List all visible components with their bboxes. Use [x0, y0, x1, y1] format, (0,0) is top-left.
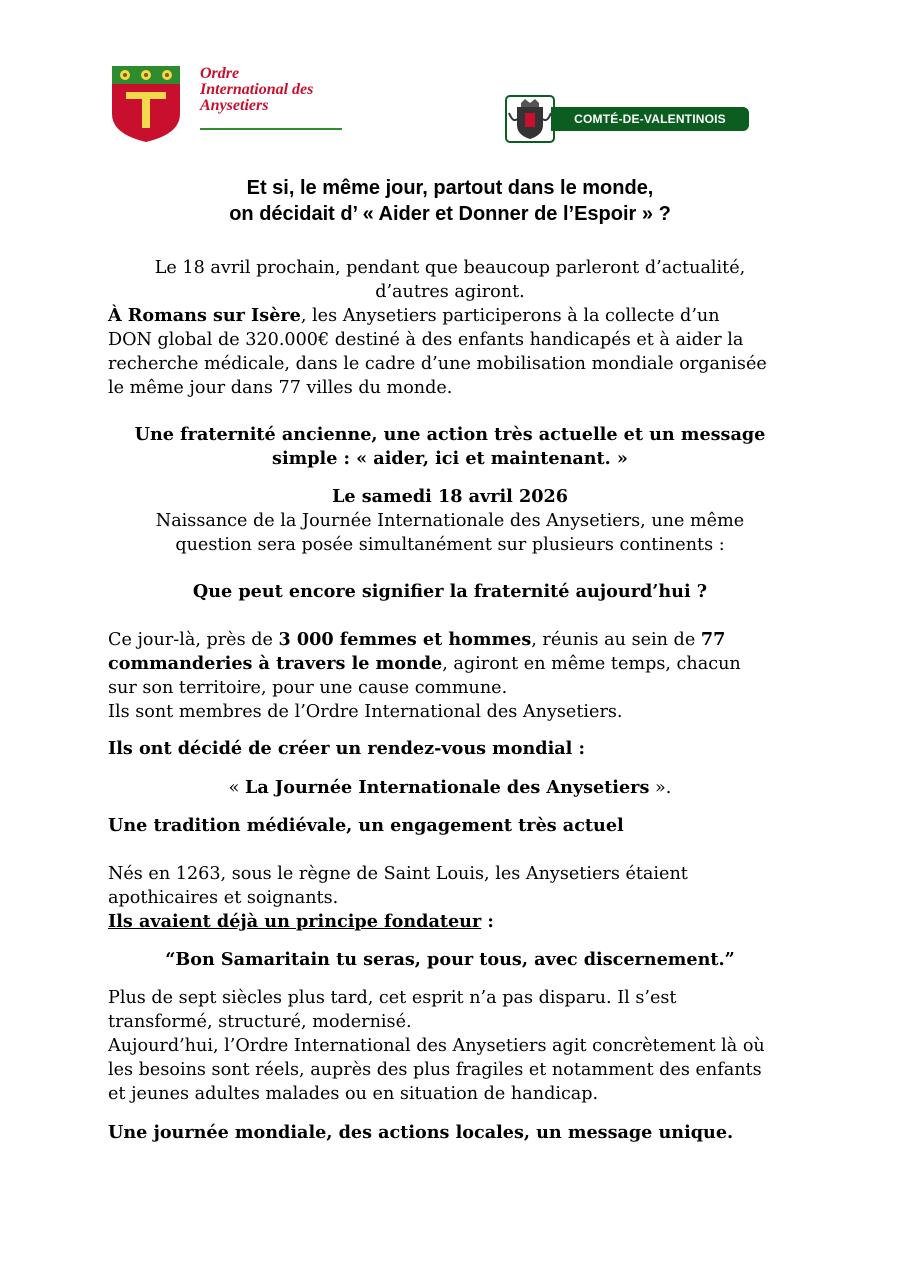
event-quote-open: «: [228, 778, 246, 798]
motto: [100, 948, 800, 972]
intro-line-4: DON global de 320.000€ destiné à des enfants handicapés et à aider la: [108, 330, 744, 350]
s2-l1-c: , réunis au sein de: [531, 630, 701, 650]
section4-paragraph: [108, 986, 808, 1106]
section1-text-line-1: Naissance de la Journée Internationale des Anysetiers, une même: [155, 511, 745, 531]
org-name-line2: International des: [200, 81, 314, 98]
principle-label: Ils avaient déjà un principe fondateur: [108, 911, 482, 932]
comte-badge: [505, 95, 749, 143]
s3-l1: Nés en 1263, sous le règne de Saint Louis, les Anysetiers étaient: [108, 864, 688, 884]
s2-l2-a: commanderies à travers le monde: [108, 653, 443, 674]
event-quote-close: ».: [649, 778, 672, 798]
s4-l5: et jeunes adultes malades ou en situation de handicap.: [108, 1084, 599, 1104]
principle-colon: :: [481, 911, 494, 932]
title-line-2: on décidait d’ « Aider et Donner de l’Espoir » ?: [229, 203, 671, 225]
intro-line-3: , les Anysetiers participerons à la collecte d’un: [300, 306, 720, 326]
motto-text: “Bon Samaritain tu seras, pour tous, avec discernement.”: [165, 949, 735, 970]
question-text: Que peut encore signifier la fraternité aujourd’hui ?: [192, 581, 708, 602]
order-name-logo: [200, 66, 350, 114]
s3-l2: apothicaires et soignants.: [108, 888, 339, 908]
title-line-1: Et si, le même jour, partout dans le monde,: [246, 177, 654, 199]
intro-line-1: Le 18 avril prochain, pendant que beaucoup parleront d’actualité,: [154, 258, 746, 278]
s4-l4: les besoins sont réels, auprès des plus fragiles et notamment des enfants: [108, 1060, 762, 1080]
section1-text-line-2: question sera posée simultanément sur plusieurs continents :: [175, 535, 725, 555]
closing-heading: [108, 1121, 808, 1145]
intro-line-6: le même jour dans 77 villes du monde.: [108, 378, 453, 398]
section3-paragraph: [108, 862, 808, 934]
event-name-line: [100, 776, 800, 800]
order-shield-logo: [112, 66, 180, 142]
decision-heading: [108, 737, 808, 761]
s2-l1-a: Ce jour-là, près de: [108, 630, 279, 650]
org-name-line3: Anysetiers: [200, 97, 269, 114]
comte-crest-icon: [505, 95, 555, 143]
section1-date-block: [100, 485, 800, 557]
section2-paragraph: [108, 628, 808, 724]
comte-label: COMTÉ-DE-VALENTINOIS: [551, 107, 749, 131]
s2-l3: sur son territoire, pour une cause commune.: [108, 678, 508, 698]
intro-centered: [100, 256, 800, 304]
section1-heading-line-1: Une fraternité ancienne, une action très actuelle et un message: [134, 424, 766, 445]
intro-paragraph: [108, 304, 808, 400]
s2-l2-b: , agiront en même temps, chacun: [442, 654, 741, 674]
intro-place: À Romans sur Isère: [108, 305, 301, 326]
intro-line-5: recherche médicale, dans le cadre d’une mobilisation mondiale organisée: [108, 354, 767, 374]
s2-l1-b: 3 000 femmes et hommes: [278, 629, 532, 650]
s2-l4: Ils sont membres de l’Ordre International des Anysetiers.: [108, 702, 623, 722]
s2-l1-d: 77: [700, 629, 726, 650]
question-heading: [100, 580, 800, 604]
org-name-line1: Ordre: [200, 65, 240, 82]
s4-l2: transformé, structuré, modernisé.: [108, 1012, 412, 1032]
logo-divider: [200, 128, 342, 130]
closing-text: Une journée mondiale, des actions locales, un message unique.: [108, 1122, 734, 1143]
event-date: Le samedi 18 avril 2026: [332, 486, 568, 507]
s4-l1: Plus de sept siècles plus tard, cet esprit n’a pas disparu. Il s’est: [108, 988, 677, 1008]
decision-text: Ils ont décidé de créer un rendez-vous mondial :: [108, 738, 585, 759]
tradition-heading-text: Une tradition médiévale, un engagement très actuel: [108, 815, 624, 836]
section1-heading-line-2: simple : « aider, ici et maintenant. »: [272, 448, 628, 469]
tradition-heading: [108, 814, 808, 838]
event-name: La Journée Internationale des Anysetiers: [245, 777, 650, 798]
s4-l3: Aujourd’hui, l’Ordre International des Anysetiers agit concrètement là où: [108, 1036, 765, 1056]
intro-line-2: d’autres agiront.: [375, 282, 525, 302]
section1-heading: [100, 423, 800, 471]
page-title: [100, 175, 800, 227]
